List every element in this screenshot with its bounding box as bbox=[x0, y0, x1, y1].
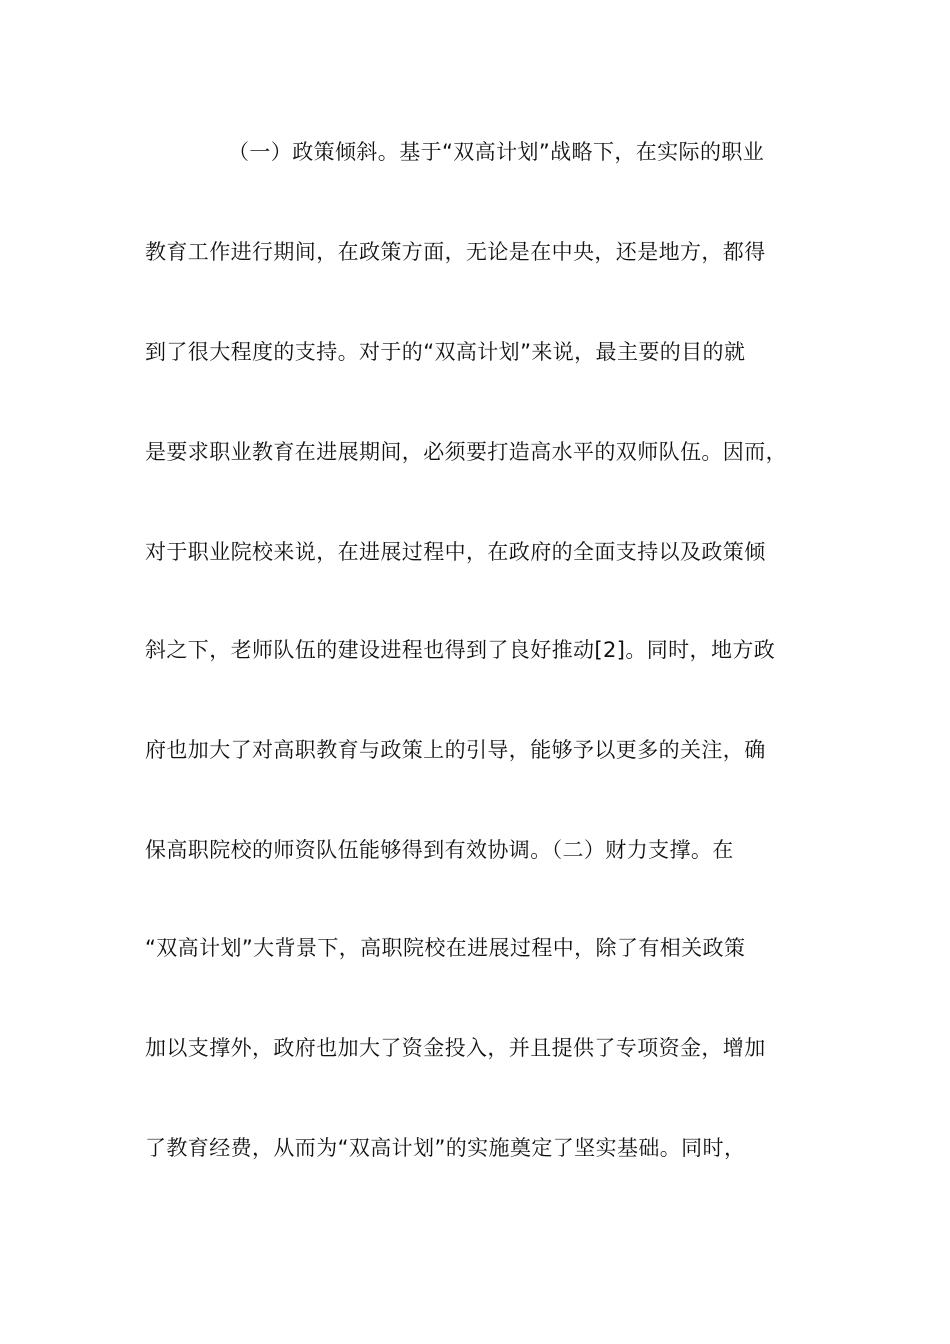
paragraph-line: 了教育经费，从而为“双高计划”的实施奠定了坚实基础。同时， bbox=[145, 1136, 746, 1160]
paragraph-line: （一）政策倾斜。基于“双高计划”战略下，在实际的职业 bbox=[228, 140, 765, 164]
paragraph-line: 加以支撑外，政府也加大了资金投入，并且提供了专项资金，增加 bbox=[145, 1036, 766, 1060]
paragraph-line: 教育工作进行期间，在政策方面，无论是在中央，还是地方，都得 bbox=[145, 240, 766, 264]
paragraph-line: 保高职院校的师资队伍能够得到有效协调。（二）财力支撑。在 bbox=[145, 838, 734, 862]
paragraph-line: “双高计划”大背景下，高职院校在进展过程中，除了有相关政策 bbox=[145, 936, 746, 960]
paragraph-line: 是要求职业教育在进展期间，必须要打造高水平的双师队伍。因而， bbox=[145, 440, 787, 464]
paragraph-line: 府也加大了对高职教育与政策上的引导，能够予以更多的关注，确 bbox=[145, 738, 766, 762]
paragraph-line: 对于职业院校来说，在进展过程中，在政府的全面支持以及政策倾 bbox=[145, 540, 766, 564]
paragraph-line: 到了很大程度的支持。对于的“双高计划”来说，最主要的目的就 bbox=[145, 340, 746, 364]
paragraph-line: 斜之下，老师队伍的建设进程也得到了良好推动[2]。同时，地方政 bbox=[145, 638, 776, 662]
